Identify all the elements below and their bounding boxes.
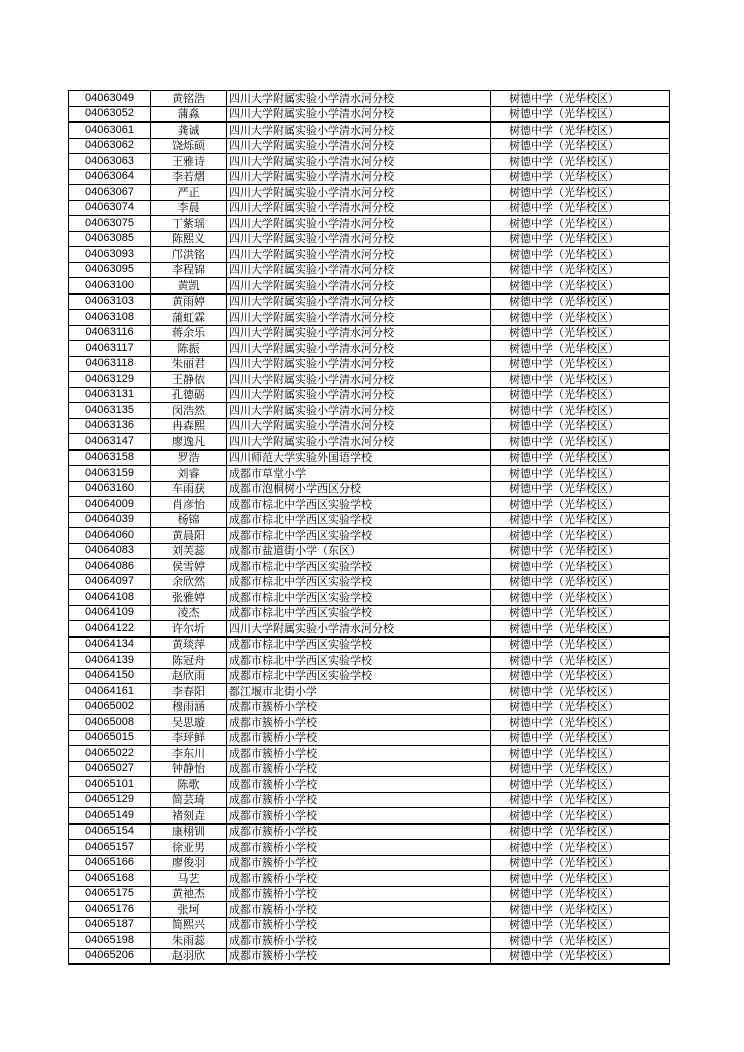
student-name-cell: 蒋余乐	[151, 325, 227, 341]
admitted-school-cell: 树德中学（光华校区）	[491, 231, 670, 247]
table-row	[69, 699, 670, 715]
student-name-cell: 饶烁硕	[151, 138, 227, 154]
student-id-cell: 04065157	[69, 840, 151, 856]
primary-school-cell: 四川大学附属实验小学清水河分校	[227, 356, 491, 372]
student-name-cell: 廖逸凡	[151, 434, 227, 450]
student-name-cell: 马艺	[151, 871, 227, 887]
primary-school-cell: 四川大学附属实验小学清水河分校	[227, 216, 491, 232]
student-id-cell: 04064134	[69, 637, 151, 653]
primary-school-cell: 成都市簇桥小学校	[227, 948, 491, 964]
student-name-cell: 凌杰	[151, 605, 227, 621]
student-name-cell: 简芸琦	[151, 792, 227, 808]
admitted-school-cell: 树德中学（光华校区）	[491, 106, 670, 122]
admitted-school-cell: 树德中学（光华校区）	[491, 91, 670, 107]
admitted-school-cell: 树德中学（光华校区）	[491, 871, 670, 887]
table-row	[69, 840, 670, 856]
student-id-cell: 04065015	[69, 730, 151, 746]
student-name-cell: 杨锦	[151, 512, 227, 528]
table-row	[69, 621, 670, 637]
admitted-school-cell: 树德中学（光华校区）	[491, 216, 670, 232]
table-row	[69, 325, 670, 341]
table-row	[69, 403, 670, 419]
student-id-cell: 04063158	[69, 450, 151, 466]
student-id-cell: 04063075	[69, 216, 151, 232]
student-id-cell: 04064086	[69, 559, 151, 575]
student-id-cell: 04063093	[69, 247, 151, 263]
table-row	[69, 792, 670, 808]
student-name-cell: 黄铭浩	[151, 91, 227, 107]
admitted-school-cell: 树德中学（光华校区）	[491, 528, 670, 544]
table-row	[69, 512, 670, 528]
student-id-cell: 04063064	[69, 169, 151, 185]
student-id-cell: 04063074	[69, 200, 151, 216]
table-row	[69, 497, 670, 513]
student-id-cell: 04064009	[69, 497, 151, 513]
table-row	[69, 169, 670, 185]
table-row	[69, 684, 670, 700]
admitted-school-cell: 树德中学（光华校区）	[491, 262, 670, 278]
student-name-cell: 褚刻垚	[151, 808, 227, 824]
primary-school-cell: 成都市棕北中学西区实验学校	[227, 637, 491, 653]
student-id-cell: 04065166	[69, 855, 151, 871]
student-name-cell: 冉森熙	[151, 418, 227, 434]
admitted-school-cell: 树德中学（光华校区）	[491, 684, 670, 700]
student-name-cell: 赵羽欣	[151, 948, 227, 964]
student-id-cell: 04065206	[69, 948, 151, 964]
student-id-cell: 04063136	[69, 418, 151, 434]
primary-school-cell: 四川大学附属实验小学清水河分校	[227, 403, 491, 419]
admission-list-table	[68, 90, 670, 965]
primary-school-cell: 四川大学附属实验小学清水河分校	[227, 231, 491, 247]
primary-school-cell: 成都市簇桥小学校	[227, 792, 491, 808]
admitted-school-cell: 树德中学（光华校区）	[491, 792, 670, 808]
table-row	[69, 590, 670, 606]
student-id-cell: 04063061	[69, 122, 151, 138]
student-name-cell: 朱丽君	[151, 356, 227, 372]
admitted-school-cell: 树德中学（光华校区）	[491, 154, 670, 170]
admitted-school-cell: 树德中学（光华校区）	[491, 543, 670, 559]
student-id-cell: 04063147	[69, 434, 151, 450]
primary-school-cell: 四川大学附属实验小学清水河分校	[227, 621, 491, 637]
student-id-cell: 04065129	[69, 792, 151, 808]
table-row	[69, 356, 670, 372]
student-id-cell: 04063095	[69, 262, 151, 278]
student-name-cell: 龚诚	[151, 122, 227, 138]
student-id-cell: 04063159	[69, 466, 151, 482]
table-row	[69, 154, 670, 170]
primary-school-cell: 四川大学附属实验小学清水河分校	[227, 91, 491, 107]
student-id-cell: 04064097	[69, 574, 151, 590]
admitted-school-cell: 树德中学（光华校区）	[491, 840, 670, 856]
admitted-school-cell: 树德中学（光华校区）	[491, 247, 670, 263]
table-row	[69, 653, 670, 669]
student-name-cell: 许尔圻	[151, 621, 227, 637]
student-name-cell: 黄祂杰	[151, 886, 227, 902]
student-id-cell: 04063063	[69, 154, 151, 170]
student-id-cell: 04063116	[69, 325, 151, 341]
admitted-school-cell: 树德中学（光华校区）	[491, 824, 670, 840]
student-id-cell: 04065008	[69, 715, 151, 731]
admitted-school-cell: 树德中学（光华校区）	[491, 403, 670, 419]
primary-school-cell: 四川大学附属实验小学清水河分校	[227, 434, 491, 450]
student-id-cell: 04065027	[69, 761, 151, 777]
student-name-cell: 康栩钏	[151, 824, 227, 840]
admitted-school-cell: 树德中学（光华校区）	[491, 917, 670, 933]
admitted-school-cell: 树德中学（光华校区）	[491, 777, 670, 793]
primary-school-cell: 四川大学附属实验小学清水河分校	[227, 310, 491, 326]
admitted-school-cell: 树德中学（光华校区）	[491, 356, 670, 372]
primary-school-cell: 成都市棕北中学西区实验学校	[227, 590, 491, 606]
student-id-cell: 04063085	[69, 231, 151, 247]
student-name-cell: 严正	[151, 185, 227, 201]
primary-school-cell: 成都市棕北中学西区实验学校	[227, 668, 491, 684]
primary-school-cell: 四川大学附属实验小学清水河分校	[227, 387, 491, 403]
admitted-school-cell: 树德中学（光华校区）	[491, 574, 670, 590]
table-row	[69, 777, 670, 793]
primary-school-cell: 四川大学附属实验小学清水河分校	[227, 138, 491, 154]
admitted-school-cell: 树德中学（光华校区）	[491, 185, 670, 201]
admitted-school-cell: 树德中学（光华校区）	[491, 325, 670, 341]
student-name-cell: 朱雨蕊	[151, 933, 227, 949]
admitted-school-cell: 树德中学（光华校区）	[491, 138, 670, 154]
table-row	[69, 122, 670, 138]
student-id-cell: 04063108	[69, 310, 151, 326]
student-name-cell: 李程锦	[151, 262, 227, 278]
table-row	[69, 902, 670, 918]
student-name-cell: 钟静怡	[151, 761, 227, 777]
student-name-cell: 李春阳	[151, 684, 227, 700]
student-id-cell: 04063100	[69, 278, 151, 294]
admitted-school-cell: 树德中学（光华校区）	[491, 497, 670, 513]
primary-school-cell: 成都市簇桥小学校	[227, 715, 491, 731]
table-row	[69, 543, 670, 559]
student-name-cell: 丁紫瑶	[151, 216, 227, 232]
student-name-cell: 李玶鲜	[151, 730, 227, 746]
table-row	[69, 247, 670, 263]
primary-school-cell: 四川大学附属实验小学清水河分校	[227, 106, 491, 122]
table-row	[69, 278, 670, 294]
student-id-cell: 04065101	[69, 777, 151, 793]
table-row	[69, 481, 670, 497]
admitted-school-cell: 树德中学（光华校区）	[491, 122, 670, 138]
table-row	[69, 637, 670, 653]
admitted-school-cell: 树德中学（光华校区）	[491, 481, 670, 497]
primary-school-cell: 成都市簇桥小学校	[227, 777, 491, 793]
admitted-school-cell: 树德中学（光华校区）	[491, 855, 670, 871]
student-name-cell: 闵浩然	[151, 403, 227, 419]
admitted-school-cell: 树德中学（光华校区）	[491, 169, 670, 185]
student-id-cell: 04064122	[69, 621, 151, 637]
student-id-cell: 04065168	[69, 871, 151, 887]
table-row	[69, 310, 670, 326]
primary-school-cell: 四川大学附属实验小学清水河分校	[227, 418, 491, 434]
primary-school-cell: 四川大学附属实验小学清水河分校	[227, 372, 491, 388]
admitted-school-cell: 树德中学（光华校区）	[491, 730, 670, 746]
student-id-cell: 04065187	[69, 917, 151, 933]
primary-school-cell: 成都市棕北中学西区实验学校	[227, 605, 491, 621]
student-id-cell: 04063067	[69, 185, 151, 201]
student-name-cell: 邝洪铭	[151, 247, 227, 263]
primary-school-cell: 四川大学附属实验小学清水河分校	[227, 247, 491, 263]
table-row	[69, 216, 670, 232]
table-row	[69, 761, 670, 777]
student-id-cell: 04064109	[69, 605, 151, 621]
table-row	[69, 528, 670, 544]
student-id-cell: 04063118	[69, 356, 151, 372]
table-row	[69, 559, 670, 575]
table-row	[69, 138, 670, 154]
primary-school-cell: 成都市簇桥小学校	[227, 917, 491, 933]
student-name-cell: 陈熙义	[151, 231, 227, 247]
admitted-school-cell: 树德中学（光华校区）	[491, 933, 670, 949]
table-row	[69, 106, 670, 122]
table-row	[69, 730, 670, 746]
student-name-cell: 罗浩	[151, 450, 227, 466]
admitted-school-cell: 树德中学（光华校区）	[491, 808, 670, 824]
admitted-school-cell: 树德中学（光华校区）	[491, 294, 670, 310]
admitted-school-cell: 树德中学（光华校区）	[491, 715, 670, 731]
table-row	[69, 917, 670, 933]
primary-school-cell: 成都市泡桐树小学西区分校	[227, 481, 491, 497]
student-name-cell: 黄晨阳	[151, 528, 227, 544]
table-row	[69, 855, 670, 871]
table-row	[69, 231, 670, 247]
primary-school-cell: 四川大学附属实验小学清水河分校	[227, 200, 491, 216]
admitted-school-cell: 树德中学（光华校区）	[491, 886, 670, 902]
admitted-school-cell: 树德中学（光华校区）	[491, 450, 670, 466]
primary-school-cell: 成都市簇桥小学校	[227, 933, 491, 949]
table-row	[69, 185, 670, 201]
student-name-cell: 黄雨婷	[151, 294, 227, 310]
student-name-cell: 廖俊羽	[151, 855, 227, 871]
primary-school-cell: 成都市棕北中学西区实验学校	[227, 497, 491, 513]
student-id-cell: 04065176	[69, 902, 151, 918]
table-row	[69, 262, 670, 278]
student-id-cell: 04063129	[69, 372, 151, 388]
student-name-cell: 徐亚男	[151, 840, 227, 856]
primary-school-cell: 四川大学附属实验小学清水河分校	[227, 278, 491, 294]
admitted-school-cell: 树德中学（光华校区）	[491, 605, 670, 621]
primary-school-cell: 成都市簇桥小学校	[227, 840, 491, 856]
primary-school-cell: 成都市簇桥小学校	[227, 824, 491, 840]
table-row	[69, 294, 670, 310]
table-row	[69, 418, 670, 434]
student-id-cell: 04065154	[69, 824, 151, 840]
student-id-cell: 04064150	[69, 668, 151, 684]
student-name-cell: 肖彦怡	[151, 497, 227, 513]
student-name-cell: 黄琰萍	[151, 637, 227, 653]
primary-school-cell: 四川师范大学实验外国语学校	[227, 450, 491, 466]
admitted-school-cell: 树德中学（光华校区）	[491, 761, 670, 777]
student-id-cell: 04064108	[69, 590, 151, 606]
table-row	[69, 886, 670, 902]
table-row	[69, 574, 670, 590]
student-id-cell: 04063103	[69, 294, 151, 310]
admitted-school-cell: 树德中学（光华校区）	[491, 653, 670, 669]
table-row	[69, 933, 670, 949]
student-name-cell: 黄凯	[151, 278, 227, 294]
student-name-cell: 李东川	[151, 746, 227, 762]
admitted-school-cell: 树德中学（光华校区）	[491, 621, 670, 637]
primary-school-cell: 成都市簇桥小学校	[227, 871, 491, 887]
admitted-school-cell: 树德中学（光华校区）	[491, 699, 670, 715]
student-name-cell: 吴思璇	[151, 715, 227, 731]
table-row	[69, 808, 670, 824]
admitted-school-cell: 树德中学（光华校区）	[491, 200, 670, 216]
student-id-cell: 04065149	[69, 808, 151, 824]
table-row	[69, 91, 670, 107]
primary-school-cell: 成都市簇桥小学校	[227, 808, 491, 824]
student-name-cell: 王雅诗	[151, 154, 227, 170]
primary-school-cell: 四川大学附属实验小学清水河分校	[227, 341, 491, 357]
table-row	[69, 824, 670, 840]
admitted-school-cell: 树德中学（光华校区）	[491, 637, 670, 653]
primary-school-cell: 四川大学附属实验小学清水河分校	[227, 294, 491, 310]
primary-school-cell: 成都市簇桥小学校	[227, 902, 491, 918]
admitted-school-cell: 树德中学（光华校区）	[491, 512, 670, 528]
table-row	[69, 200, 670, 216]
primary-school-cell: 都江堰市北街小学	[227, 684, 491, 700]
admitted-school-cell: 树德中学（光华校区）	[491, 902, 670, 918]
primary-school-cell: 成都市草堂小学	[227, 466, 491, 482]
student-id-cell: 04065175	[69, 886, 151, 902]
table-row	[69, 605, 670, 621]
student-name-cell: 陈冠舟	[151, 653, 227, 669]
student-id-cell: 04064060	[69, 528, 151, 544]
admitted-school-cell: 树德中学（光华校区）	[491, 590, 670, 606]
admitted-school-cell: 树德中学（光华校区）	[491, 418, 670, 434]
primary-school-cell: 成都市簇桥小学校	[227, 746, 491, 762]
student-name-cell: 赵欣雨	[151, 668, 227, 684]
admitted-school-cell: 树德中学（光华校区）	[491, 278, 670, 294]
student-name-cell: 蒲虹霖	[151, 310, 227, 326]
table-row	[69, 450, 670, 466]
table-row	[69, 871, 670, 887]
primary-school-cell: 四川大学附属实验小学清水河分校	[227, 169, 491, 185]
table-row	[69, 341, 670, 357]
student-name-cell: 穆雨涵	[151, 699, 227, 715]
student-id-cell: 04065022	[69, 746, 151, 762]
student-id-cell: 04064161	[69, 684, 151, 700]
student-name-cell: 余欣然	[151, 574, 227, 590]
primary-school-cell: 成都市棕北中学西区实验学校	[227, 653, 491, 669]
student-name-cell: 陈振	[151, 341, 227, 357]
admitted-school-cell: 树德中学（光华校区）	[491, 372, 670, 388]
table-body	[69, 91, 670, 965]
admitted-school-cell: 树德中学（光华校区）	[491, 466, 670, 482]
student-id-cell: 04065198	[69, 933, 151, 949]
student-id-cell: 04064139	[69, 653, 151, 669]
primary-school-cell: 四川大学附属实验小学清水河分校	[227, 262, 491, 278]
primary-school-cell: 成都市簇桥小学校	[227, 761, 491, 777]
admitted-school-cell: 树德中学（光华校区）	[491, 746, 670, 762]
admitted-school-cell: 树德中学（光华校区）	[491, 341, 670, 357]
primary-school-cell: 成都市棕北中学西区实验学校	[227, 528, 491, 544]
admitted-school-cell: 树德中学（光华校区）	[491, 434, 670, 450]
table-row	[69, 668, 670, 684]
primary-school-cell: 成都市棕北中学西区实验学校	[227, 574, 491, 590]
admitted-school-cell: 树德中学（光华校区）	[491, 668, 670, 684]
admitted-school-cell: 树德中学（光华校区）	[491, 559, 670, 575]
primary-school-cell: 成都市簇桥小学校	[227, 730, 491, 746]
student-name-cell: 蒲淼	[151, 106, 227, 122]
student-id-cell: 04065002	[69, 699, 151, 715]
table-row	[69, 466, 670, 482]
table-row	[69, 387, 670, 403]
student-id-cell: 04063117	[69, 341, 151, 357]
primary-school-cell: 四川大学附属实验小学清水河分校	[227, 154, 491, 170]
table-row	[69, 434, 670, 450]
primary-school-cell: 成都市簇桥小学校	[227, 886, 491, 902]
student-name-cell: 侯雪婷	[151, 559, 227, 575]
admitted-school-cell: 树德中学（光华校区）	[491, 387, 670, 403]
primary-school-cell: 四川大学附属实验小学清水河分校	[227, 185, 491, 201]
table-row	[69, 715, 670, 731]
student-name-cell: 孔德砺	[151, 387, 227, 403]
admitted-school-cell: 树德中学（光华校区）	[491, 310, 670, 326]
primary-school-cell: 成都市盐道街小学（东区）	[227, 543, 491, 559]
primary-school-cell: 四川大学附属实验小学清水河分校	[227, 122, 491, 138]
student-id-cell: 04063135	[69, 403, 151, 419]
table-row	[69, 746, 670, 762]
table-row	[69, 948, 670, 964]
student-name-cell: 张雅婷	[151, 590, 227, 606]
primary-school-cell: 成都市棕北中学西区实验学校	[227, 512, 491, 528]
primary-school-cell: 成都市棕北中学西区实验学校	[227, 559, 491, 575]
primary-school-cell: 成都市簇桥小学校	[227, 855, 491, 871]
student-name-cell: 刘芙蕊	[151, 543, 227, 559]
student-id-cell: 04064039	[69, 512, 151, 528]
student-id-cell: 04063131	[69, 387, 151, 403]
student-name-cell: 李若熠	[151, 169, 227, 185]
student-id-cell: 04063049	[69, 91, 151, 107]
student-name-cell: 李晨	[151, 200, 227, 216]
student-name-cell: 刘睿	[151, 466, 227, 482]
table-row	[69, 372, 670, 388]
student-name-cell: 简熙兴	[151, 917, 227, 933]
student-name-cell: 张坷	[151, 902, 227, 918]
student-name-cell: 陈歌	[151, 777, 227, 793]
primary-school-cell: 成都市簇桥小学校	[227, 699, 491, 715]
student-id-cell: 04063160	[69, 481, 151, 497]
student-name-cell: 车雨获	[151, 481, 227, 497]
student-name-cell: 王静依	[151, 372, 227, 388]
student-id-cell: 04064083	[69, 543, 151, 559]
student-id-cell: 04063052	[69, 106, 151, 122]
admitted-school-cell: 树德中学（光华校区）	[491, 948, 670, 964]
student-id-cell: 04063062	[69, 138, 151, 154]
primary-school-cell: 四川大学附属实验小学清水河分校	[227, 325, 491, 341]
